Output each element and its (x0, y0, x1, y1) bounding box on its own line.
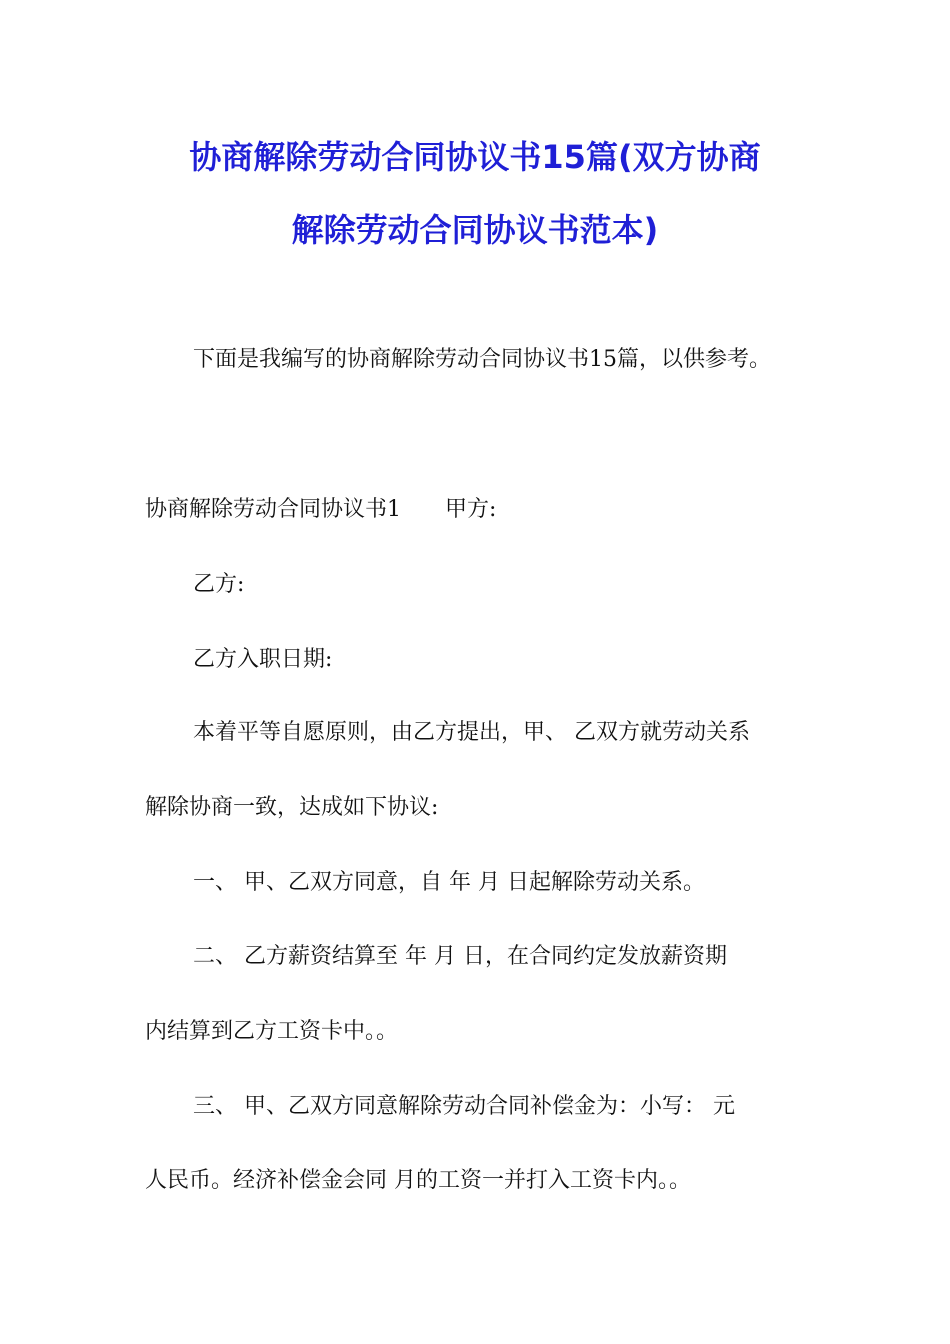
clause-2-line-2: 内结算到乙方工资卡中。。 (145, 1019, 399, 1044)
section-heading-row (145, 495, 815, 525)
document-title-line-2: 解除劳动合同协议书范本) (291, 211, 659, 249)
intro-paragraph: 下面是我编写的协商解除劳动合同协议书15篇，以供参考。 (193, 347, 771, 372)
clause-1: 一、 甲、乙双方同意，自 年 月 日起解除劳动关系。 (193, 870, 705, 895)
clause-3-line-2: 人民币。经济补偿金会同 月的工资一并打入工资卡内。。 (145, 1168, 691, 1193)
party-a-label: 甲方: (445, 497, 497, 522)
party-b-label: 乙方: (193, 572, 245, 597)
section-heading: 协商解除劳动合同协议书1 (145, 497, 401, 522)
entry-date-label: 乙方入职日期: (193, 647, 333, 672)
principle-paragraph-line-1: 本着平等自愿原则，由乙方提出，甲、 乙双方就劳动关系 (193, 720, 750, 745)
principle-paragraph-line-2: 解除协商一致，达成如下协议: (145, 795, 439, 820)
clause-3-line-1: 三、 甲、乙双方同意解除劳动合同补偿金为：小写： 元 (193, 1094, 735, 1119)
clause-2-line-1: 二、 乙方薪资结算至 年 月 日，在合同约定发放薪资期 (193, 944, 727, 969)
document-title-line-1: 协商解除劳动合同协议书15篇(双方协商 (189, 138, 761, 176)
